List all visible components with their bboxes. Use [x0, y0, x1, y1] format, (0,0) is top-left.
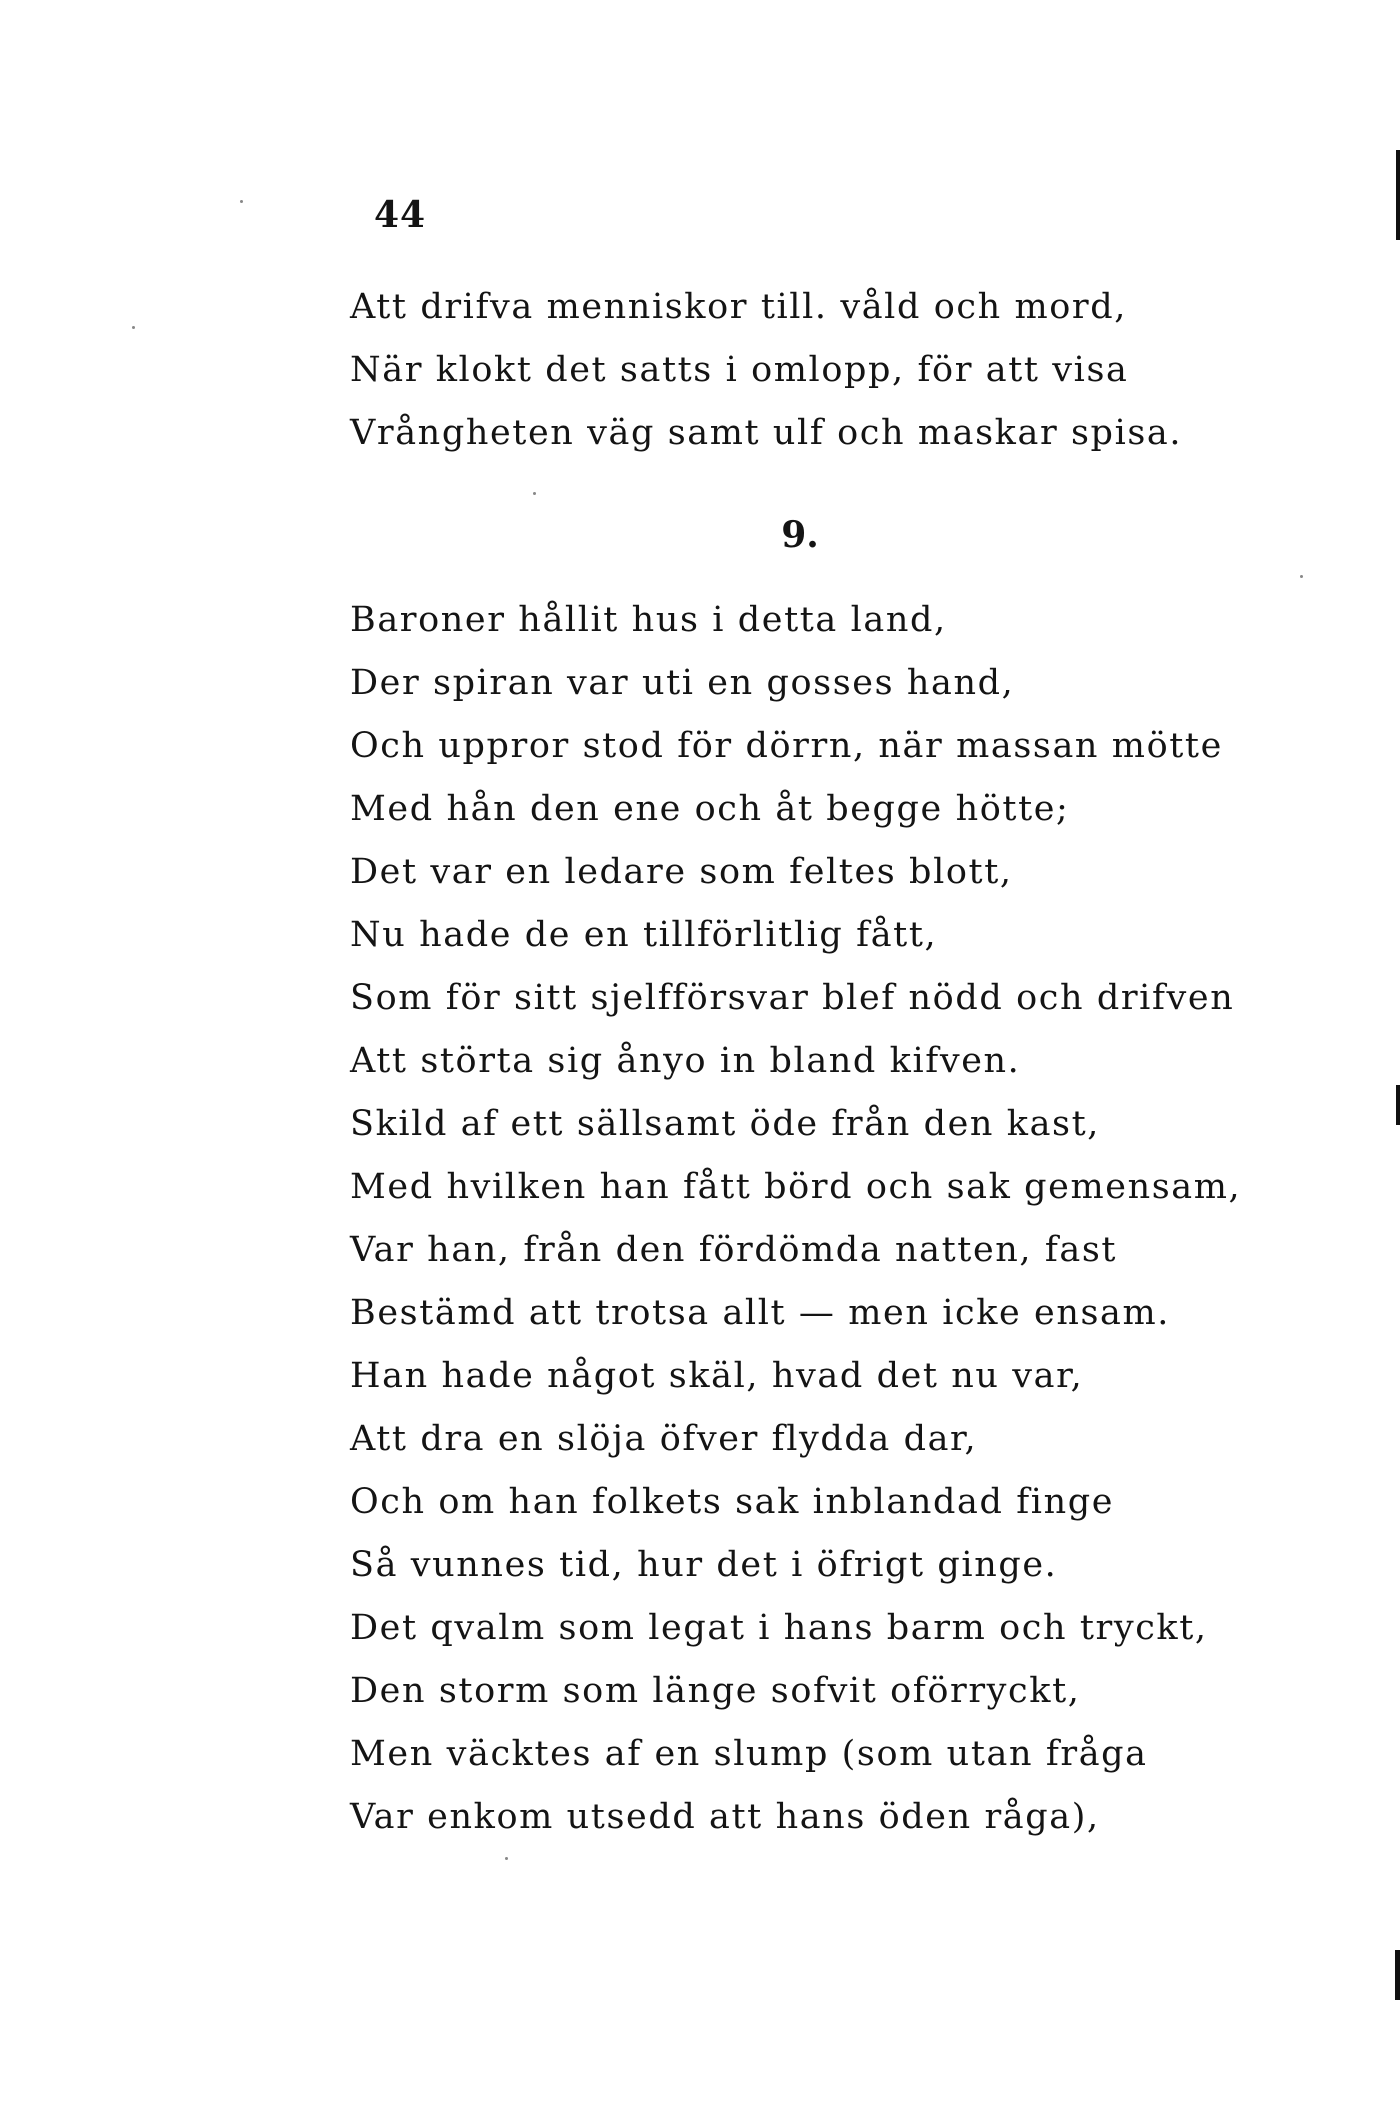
verse-line: Att drifva menniskor till. våld och mord,: [350, 287, 1127, 327]
verse-line: Han hade något skäl, hvad det nu var,: [350, 1356, 1084, 1396]
verse-line: Skild af ett sällsamt öde från den kast,: [350, 1104, 1100, 1144]
facing-page-edge-mark: [1396, 150, 1400, 240]
verse-line: Det qvalm som legat i hans barm och tryckt,: [350, 1608, 1208, 1648]
verse-continuation: [350, 276, 1350, 465]
paper-speck: [240, 200, 243, 203]
facing-page-edge-mark: [1396, 1085, 1400, 1125]
verse-line: Var han, från den fördömda natten, fast: [350, 1230, 1118, 1270]
verse-line: Der spiran var uti en gosses hand,: [350, 663, 1015, 703]
verse-line: Att störta sig ånyo in bland kifven.: [350, 1041, 1021, 1081]
verse-line: Med hvilken han fått börd och sak gemensam,: [350, 1167, 1242, 1207]
paper-speck: [533, 492, 536, 495]
stanza-9: [350, 589, 1350, 1849]
verse-line: Med hån den ene och åt begge hötte;: [350, 789, 1070, 829]
verse-line: Så vunnes tid, hur det i öfrigt ginge.: [350, 1545, 1058, 1585]
verse-line: Nu hade de en tillförlitlig fått,: [350, 915, 938, 955]
verse-line: Var enkom utsedd att hans öden råga),: [350, 1797, 1100, 1837]
verse-line: Men väcktes af en slump (som utan fråga: [350, 1734, 1148, 1774]
verse-line: Och om han folkets sak inblandad finge: [350, 1482, 1115, 1522]
verse-line: Den storm som länge sofvit oförryckt,: [350, 1671, 1081, 1711]
facing-page-edge-mark: [1395, 1950, 1400, 2000]
verse-line: Att dra en slöja öfver flydda dar,: [350, 1419, 978, 1459]
verse-line: Baroner hållit hus i detta land,: [350, 600, 947, 640]
verse-line: Som för sitt sjelfförsvar blef nödd och drifven: [350, 978, 1235, 1018]
paper-speck: [505, 1857, 508, 1860]
paper-speck: [132, 326, 135, 329]
verse-line: Vrångheten väg samt ulf och maskar spisa.: [350, 413, 1183, 453]
stanza-number: 9.: [781, 514, 819, 556]
verse-line: Det var en ledare som feltes blott,: [350, 852, 1013, 892]
verse-line: Och uppror stod för dörrn, när massan mötte: [350, 726, 1223, 766]
verse-line: Bestämd att trotsa allt — men icke ensam.: [350, 1293, 1171, 1333]
page-number: 44: [374, 194, 427, 236]
paper-speck: [1300, 575, 1303, 578]
verse-line: När klokt det satts i omlopp, för att visa: [350, 350, 1129, 390]
